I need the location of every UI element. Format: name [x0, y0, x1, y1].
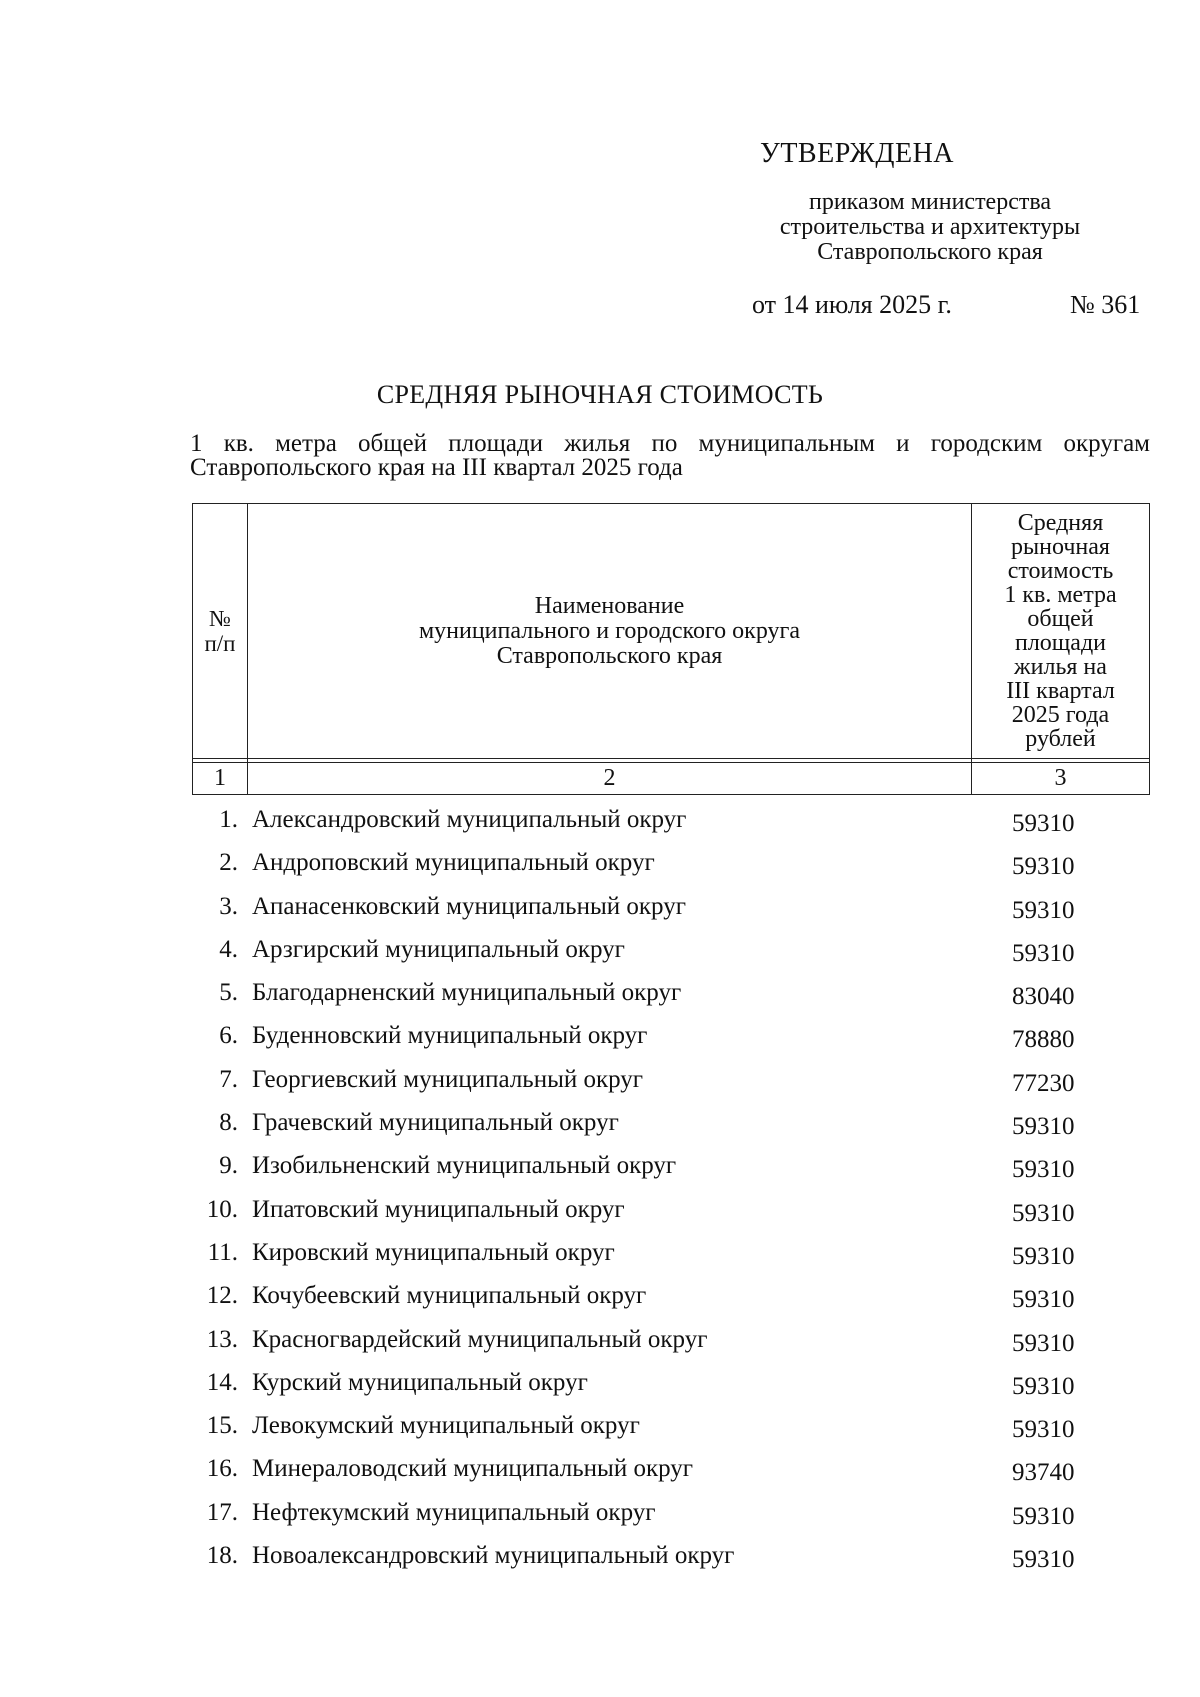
header-cell-name: [248, 504, 972, 759]
average-cost: 59310: [1012, 939, 1075, 967]
header-line: рыночная: [1011, 534, 1110, 560]
row-number: 7.: [219, 1065, 238, 1093]
order-number: № 361: [1070, 290, 1141, 319]
district-name: Нефтекумский муниципальный округ: [252, 1498, 656, 1526]
approved-label: УТВЕРЖДЕНА: [760, 138, 955, 169]
row-number: 5.: [219, 979, 238, 1007]
header-line: Ставропольского края: [496, 642, 723, 669]
row-number: 3.: [219, 892, 238, 920]
district-name: Минераловодский муниципальный округ: [252, 1455, 694, 1483]
table-row: [192, 1103, 1150, 1146]
row-number: 4.: [219, 935, 238, 963]
district-name: Александровский муниципальный округ: [252, 806, 687, 833]
average-cost: 59310: [1012, 1329, 1075, 1357]
table-row: [192, 1449, 1150, 1492]
row-number: 2.: [219, 849, 238, 877]
table-row: [192, 1320, 1150, 1363]
average-cost: 59310: [1012, 1156, 1075, 1184]
table-row: [192, 1060, 1150, 1103]
average-cost: 59310: [1012, 1416, 1075, 1444]
header-line: площади: [1014, 630, 1106, 656]
header-line: 1 кв. метра: [1004, 582, 1117, 608]
header-line: п/п: [204, 631, 236, 656]
header-line: жилья на: [1014, 654, 1107, 680]
header-line: общей: [1027, 606, 1094, 632]
average-cost: 59310: [1012, 810, 1075, 837]
row-number: 8.: [219, 1109, 238, 1137]
table-row: [192, 1363, 1150, 1406]
average-cost: 77230: [1012, 1069, 1075, 1097]
row-number: 12.: [206, 1282, 238, 1310]
row-number: 9.: [219, 1152, 238, 1180]
district-name: Кировский муниципальный округ: [252, 1238, 615, 1266]
subtitle-line: Ставропольского края на III квартал 2025 года: [190, 454, 683, 481]
row-number: 17.: [206, 1498, 238, 1526]
district-name: Арзгирский муниципальный округ: [252, 935, 625, 963]
row-number: 13.: [206, 1325, 238, 1353]
table-row: [192, 1493, 1150, 1536]
district-name: Ипатовский муниципальный округ: [252, 1195, 625, 1223]
row-number: 6.: [219, 1022, 238, 1050]
district-name: Георгиевский муниципальный округ: [252, 1065, 644, 1093]
order-issuer: [700, 190, 1160, 265]
column-number-row: [193, 763, 1150, 795]
table-row: [192, 887, 1150, 930]
district-name: Андроповский муниципальный округ: [252, 849, 655, 877]
table-row: [192, 1190, 1150, 1233]
order-line: строительства и архитектуры: [779, 214, 1081, 240]
row-number: 16.: [206, 1455, 238, 1483]
order-line: Ставропольского края: [817, 239, 1043, 265]
row-number: 18.: [206, 1542, 238, 1570]
table-header: [192, 503, 1150, 795]
table-row: [192, 1146, 1150, 1189]
table-row: [192, 930, 1150, 973]
average-cost: 59310: [1012, 1199, 1075, 1227]
district-name: Грачевский муниципальный округ: [252, 1109, 619, 1137]
average-cost: 59310: [1012, 1242, 1075, 1270]
district-name: Курский муниципальный округ: [252, 1368, 588, 1396]
header-cell-number: [193, 504, 248, 759]
document-title: СРЕДНЯЯ РЫНОЧНАЯ СТОИМОСТЬ: [376, 380, 824, 409]
table-row: [192, 1276, 1150, 1319]
table-row: [192, 843, 1150, 886]
average-cost: 59310: [1012, 896, 1075, 924]
table-row: [192, 1406, 1150, 1449]
average-cost: 83040: [1012, 983, 1075, 1011]
order-line: приказом министерства: [808, 189, 1052, 215]
header-line: стоимость: [1007, 558, 1114, 584]
row-number: 15.: [206, 1412, 238, 1440]
column-number: 2: [248, 763, 972, 795]
average-cost: 59310: [1012, 1502, 1075, 1530]
table-row: [192, 1016, 1150, 1059]
subtitle-line: 1 кв. метра общей площади жилья по муниципальным и городским округам: [190, 430, 1150, 457]
row-number: 10.: [206, 1195, 238, 1223]
column-number: 1: [193, 763, 248, 795]
column-number: 3: [972, 763, 1150, 795]
row-number: 11.: [207, 1238, 238, 1266]
table-row: [192, 1536, 1150, 1579]
table-row: [192, 1233, 1150, 1276]
average-cost: 59310: [1012, 1113, 1075, 1141]
row-number: 14.: [206, 1368, 238, 1396]
district-name: Апанасенковский муниципальный округ: [252, 892, 686, 920]
order-date: от 14 июля 2025 г.: [752, 290, 952, 319]
average-cost: 59310: [1012, 853, 1075, 881]
average-cost: 59310: [1012, 1286, 1075, 1314]
district-name: Благодарненский муниципальный округ: [252, 979, 682, 1007]
header-line: Средняя: [1017, 510, 1104, 536]
header-line: муниципального и городского округа: [418, 617, 801, 644]
table-row: [192, 973, 1150, 1016]
header-line: 2025 года: [1011, 702, 1110, 728]
header-row: [193, 504, 1150, 759]
document-subtitle: [190, 432, 1150, 480]
header-line: Наименование: [534, 592, 685, 619]
average-cost: 59310: [1012, 1372, 1075, 1400]
header-line: №: [209, 606, 231, 631]
district-name: Левокумский муниципальный округ: [252, 1412, 640, 1440]
district-name: Красногвардейский муниципальный округ: [252, 1325, 708, 1353]
header-line: рублей: [1025, 726, 1096, 752]
district-name: Новоалександровский муниципальный округ: [252, 1542, 735, 1570]
district-name: Буденновский муниципальный округ: [252, 1022, 648, 1050]
table-row: [192, 800, 1150, 843]
header-line: III квартал: [1006, 678, 1115, 704]
average-cost: 93740: [1012, 1459, 1075, 1487]
district-name: Изобильненский муниципальный округ: [252, 1152, 677, 1180]
district-name: Кочубеевский муниципальный округ: [252, 1282, 647, 1310]
header-cell-cost: [972, 504, 1150, 759]
average-cost: 78880: [1012, 1026, 1075, 1054]
table-body: [192, 800, 1150, 1579]
average-cost: 59310: [1012, 1546, 1075, 1574]
row-number: 1.: [219, 806, 238, 833]
